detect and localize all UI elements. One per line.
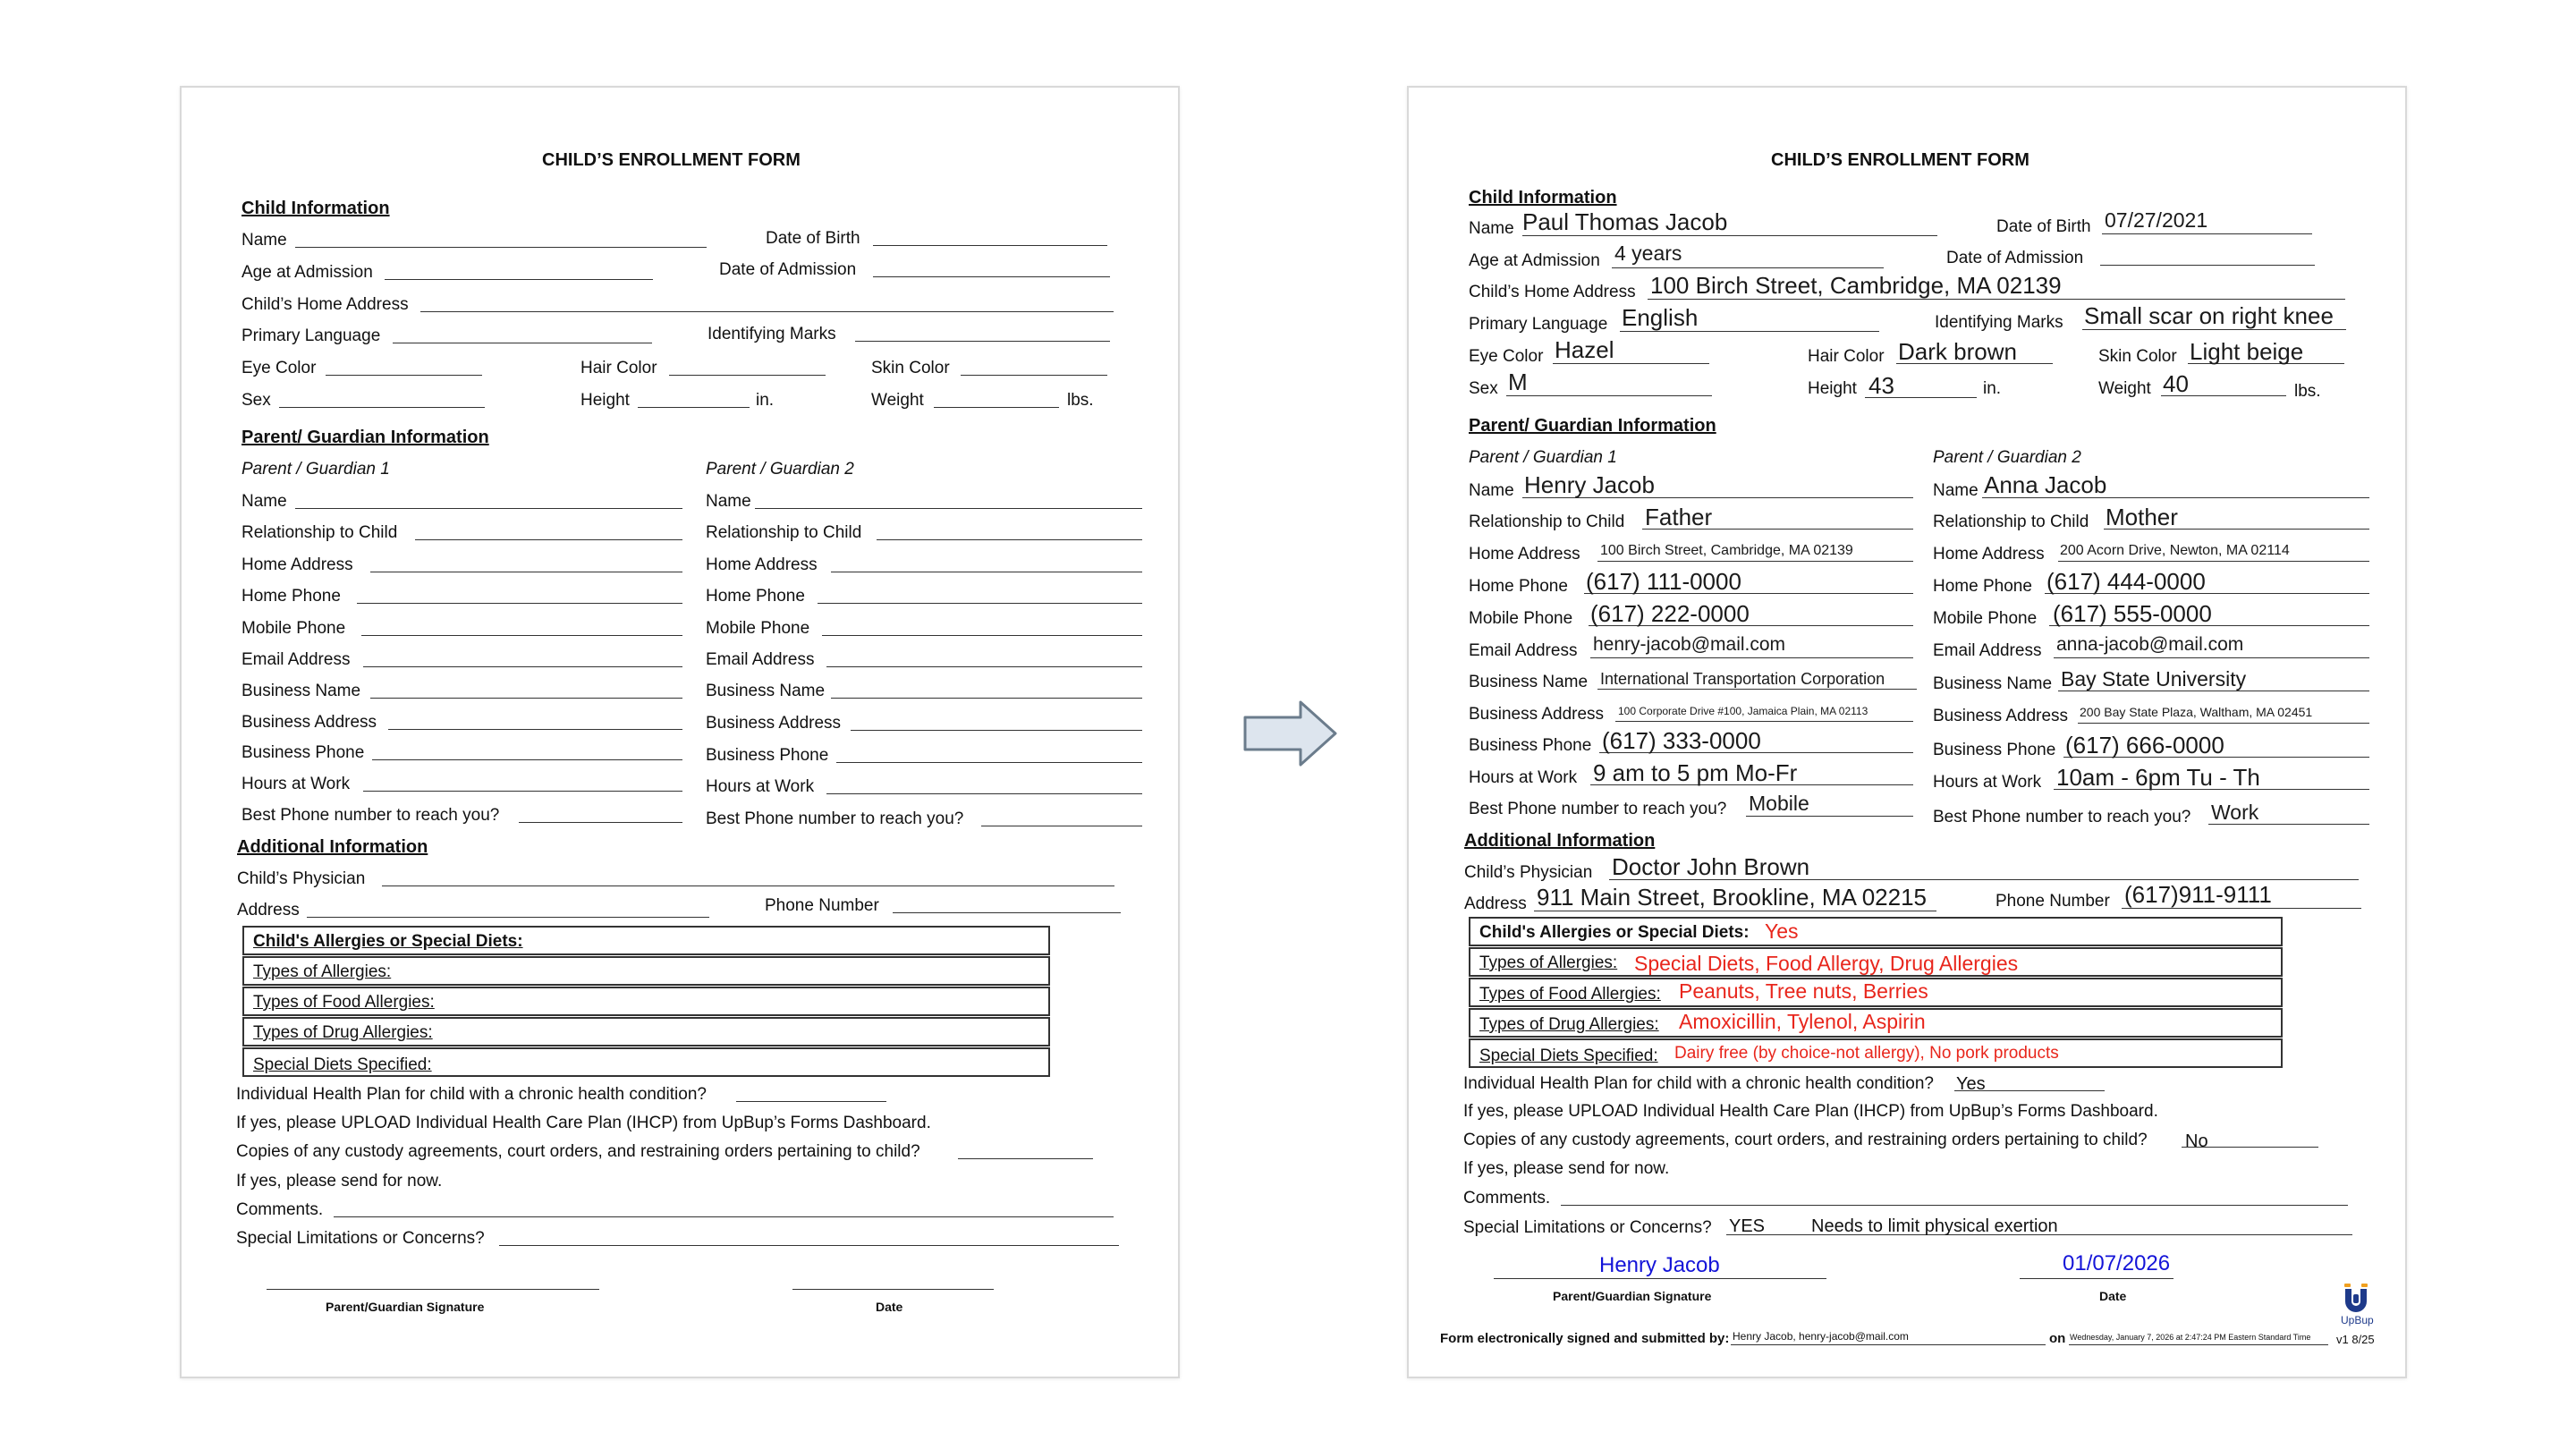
submitted-on-line <box>2069 1344 2328 1345</box>
label-limitations: Special Limitations or Concerns? <box>236 1229 485 1248</box>
label-weight: Weight <box>871 391 924 410</box>
pg2-business-address-line[interactable] <box>2078 723 2369 724</box>
pg1-best-phone-line[interactable] <box>1746 816 1913 817</box>
pg2-email-line[interactable] <box>826 666 1142 667</box>
skin-line[interactable] <box>961 375 1107 376</box>
label-hair: Hair Color <box>1808 347 1885 366</box>
pg1-relationship-value: Father <box>1645 504 1713 530</box>
pg2-label-best-phone: Best Phone number to reach you? <box>706 809 964 828</box>
pg2-best-phone-line[interactable] <box>2208 824 2369 825</box>
label-height: Height <box>1808 379 1857 398</box>
submitted-on-value: Wednesday, January 7, 2026 at 2:47:24 PM Eastern Standard Time <box>2070 1333 2311 1342</box>
pg1-heading: Parent / Guardian 1 <box>1469 448 1617 467</box>
pg2-mobile-phone-value: (617) 555-0000 <box>2053 600 2212 627</box>
pg2-relationship-line[interactable] <box>877 539 1142 540</box>
pg1-label-home-address: Home Address <box>242 555 353 574</box>
label-physician: Child’s Physician <box>1464 863 1593 882</box>
label-sex: Sex <box>1469 379 1498 398</box>
pg2-label-home-phone: Home Phone <box>706 587 805 606</box>
pg1-label-name: Name <box>242 492 287 511</box>
pg2-label-business-address: Business Address <box>1933 707 2069 725</box>
weight-line[interactable] <box>934 407 1059 408</box>
on-label: on <box>2049 1331 2066 1346</box>
name-line[interactable] <box>295 247 707 248</box>
version-label: v1 8/25 <box>2336 1333 2375 1346</box>
types-allergies-label: Types of Allergies: <box>1479 953 1618 972</box>
pg2-label-business-name: Business Name <box>1933 674 2053 693</box>
custody-line[interactable] <box>958 1158 1093 1159</box>
ihp-line[interactable] <box>736 1101 886 1102</box>
signature-label: Parent/Guardian Signature <box>326 1300 485 1314</box>
pg2-label-hours: Hours at Work <box>1933 773 2042 792</box>
pg2-name-value: Anna Jacob <box>1984 471 2107 498</box>
label-ihcp: If yes, please UPLOAD Individual Health Care Plan (IHCP) from UpBup’s Forms Dashboard. <box>236 1114 931 1132</box>
phone-number-line[interactable] <box>893 912 1121 913</box>
pg2-hours-value: 10am - 6pm Tu - Th <box>2056 764 2260 791</box>
label-comments: Comments. <box>236 1200 324 1219</box>
pg2-mobile-phone-line[interactable] <box>822 635 1142 636</box>
ihp-value: Yes <box>1956 1074 1986 1094</box>
pg1-label-business-phone: Business Phone <box>242 743 365 762</box>
pg1-label-home-phone: Home Phone <box>242 587 341 606</box>
phys-address-line[interactable] <box>307 917 709 918</box>
pg1-email-value: henry-jacob@mail.com <box>1593 634 1786 655</box>
section-additional-info: Additional Information <box>1464 831 1656 851</box>
label-custody: Copies of any custody agreements, court orders, and restraining orders pertaining to child? <box>1463 1131 2148 1149</box>
pg2-business-address-line[interactable] <box>851 730 1142 731</box>
label-address: Child’s Home Address <box>242 295 409 314</box>
label-limitations: Special Limitations or Concerns? <box>1463 1218 1712 1237</box>
pg2-label-best-phone: Best Phone number to reach you? <box>1933 808 2191 826</box>
sex-value: M <box>1508 369 1528 395</box>
age-value: 4 years <box>1614 242 1682 265</box>
address-line[interactable] <box>1648 299 2345 300</box>
label-eye: Eye Color <box>242 359 317 377</box>
label-phys-address: Address <box>237 901 300 919</box>
submitted-by-label: Form electronically signed and submitted by: <box>1440 1331 1730 1346</box>
sex-line[interactable] <box>1506 395 1712 396</box>
pg2-label-name: Name <box>1933 481 1979 500</box>
label-marks: Identifying Marks <box>708 325 836 343</box>
pg1-label-mobile-phone: Mobile Phone <box>242 619 346 638</box>
pg1-business-address-line[interactable] <box>388 729 682 730</box>
label-send-now: If yes, please send for now. <box>1463 1159 1670 1178</box>
label-eye: Eye Color <box>1469 347 1544 366</box>
dob-value: 07/27/2021 <box>2105 208 2208 232</box>
signature-value: Henry Jacob <box>1599 1253 1720 1277</box>
blank-form-page <box>180 86 1180 1378</box>
label-ihp: Individual Health Plan for child with a chronic health condition? <box>1463 1074 1934 1093</box>
allergies-box-label: Child's Allergies or Special Diets: <box>1479 923 1750 942</box>
comments-line[interactable] <box>1561 1205 2348 1206</box>
eye-value: Hazel <box>1555 336 1614 363</box>
name-line[interactable] <box>1522 235 1937 236</box>
form-title: CHILD’S ENROLLMENT FORM <box>1771 150 2029 170</box>
label-name: Name <box>242 231 287 250</box>
label-doa: Date of Admission <box>719 260 857 279</box>
label-lbs: lbs. <box>1067 391 1094 410</box>
label-physician: Child’s Physician <box>237 869 366 888</box>
label-phone-number: Phone Number <box>765 896 879 915</box>
skin-value: Light beige <box>2190 338 2304 365</box>
pg1-mobile-phone-value: (617) 222-0000 <box>1590 600 1750 627</box>
pg1-label-hours: Hours at Work <box>1469 768 1578 787</box>
eye-line[interactable] <box>326 375 482 376</box>
pg1-best-phone-value: Mobile <box>1749 792 1809 815</box>
types-drug-value: Amoxicillin, Tylenol, Aspirin <box>1679 1010 1926 1033</box>
section-additional-info: Additional Information <box>237 837 428 857</box>
limitations-text-value: Needs to limit physical exertion <box>1811 1216 2058 1236</box>
pg1-business-name-line[interactable] <box>1597 689 1917 690</box>
pg2-business-phone-line[interactable] <box>836 762 1142 763</box>
types-allergies-value: Special Diets, Food Allergy, Drug Allergies <box>1634 952 2019 975</box>
pg1-business-name-line[interactable] <box>370 698 682 699</box>
pg2-label-relationship: Relationship to Child <box>1933 513 2089 531</box>
label-age: Age at Admission <box>242 263 373 282</box>
hair-line[interactable] <box>669 375 826 376</box>
pg1-label-best-phone: Best Phone number to reach you? <box>242 806 500 825</box>
pg2-email-line[interactable] <box>2054 657 2369 658</box>
special-diets-label: Special Diets Specified: <box>1479 1046 1658 1065</box>
types-drug-label: Types of Drug Allergies: <box>1479 1015 1659 1034</box>
hair-value: Dark brown <box>1898 338 2017 365</box>
phone-number-line[interactable] <box>2122 908 2361 909</box>
label-lbs: lbs. <box>2294 382 2321 401</box>
age-line[interactable] <box>385 279 653 280</box>
marks-line[interactable] <box>2082 329 2346 330</box>
special-diets-label: Special Diets Specified: <box>253 1055 432 1074</box>
pg2-label-home-address: Home Address <box>706 555 818 574</box>
pg1-label-relationship: Relationship to Child <box>1469 513 1625 531</box>
types-allergies-label: Types of Allergies: <box>253 962 392 981</box>
pg1-heading: Parent / Guardian 1 <box>242 460 390 479</box>
signature-line[interactable] <box>267 1289 599 1290</box>
language-line[interactable] <box>1620 331 1879 332</box>
signature-line[interactable] <box>1494 1278 1826 1279</box>
date-line[interactable] <box>2020 1278 2174 1279</box>
label-hair: Hair Color <box>580 359 657 377</box>
label-sex: Sex <box>242 391 271 410</box>
pg1-hours-line[interactable] <box>363 791 682 792</box>
pg2-label-hours: Hours at Work <box>706 777 815 796</box>
date-line[interactable] <box>792 1289 994 1290</box>
pg1-name-line[interactable] <box>295 508 682 509</box>
pg2-best-phone-value: Work <box>2211 801 2259 824</box>
pg1-hours-value: 9 am to 5 pm Mo-Fr <box>1593 759 1798 786</box>
date-label: Date <box>876 1300 903 1314</box>
pg1-label-business-name: Business Name <box>242 682 361 700</box>
section-child-info: Child Information <box>1469 188 1617 208</box>
pg1-email-line[interactable] <box>1590 657 1913 658</box>
label-phys-address: Address <box>1464 894 1527 913</box>
pg1-best-phone-line[interactable] <box>519 822 682 823</box>
pg1-business-address-value: 100 Corporate Drive #100, Jamaica Plain, MA 02113 <box>1618 705 1868 717</box>
allergies-yes-value: Yes <box>1765 919 1799 943</box>
pg2-label-business-address: Business Address <box>706 714 842 733</box>
pg1-business-name-value: International Transportation Corporation <box>1600 670 1885 688</box>
pg2-label-home-address: Home Address <box>1933 545 2045 564</box>
label-custody: Copies of any custody agreements, court orders, and restraining orders pertaining to child? <box>236 1142 920 1161</box>
pg2-label-mobile-phone: Mobile Phone <box>706 619 810 638</box>
label-phone-number: Phone Number <box>1996 892 2110 911</box>
pg1-label-hours: Hours at Work <box>242 775 351 793</box>
pg1-home-phone-value: (617) 111-0000 <box>1586 568 1741 595</box>
marks-line[interactable] <box>855 341 1110 342</box>
limitations-yes-value: YES <box>1729 1216 1766 1236</box>
doa-line[interactable] <box>873 276 1110 277</box>
pg2-business-name-value: Bay State University <box>2061 667 2247 691</box>
pg2-label-relationship: Relationship to Child <box>706 523 862 542</box>
pg2-label-mobile-phone: Mobile Phone <box>1933 609 2038 628</box>
submitted-by-value: Henry Jacob, henry-jacob@mail.com <box>1733 1330 1909 1343</box>
language-value: English <box>1622 304 1699 331</box>
label-language: Primary Language <box>242 326 381 345</box>
filled-form-page <box>1407 86 2407 1378</box>
pg2-relationship-value: Mother <box>2106 504 2178 530</box>
pg2-business-address-value: 200 Bay State Plaza, Waltham, MA 02451 <box>2080 705 2313 719</box>
label-marks: Identifying Marks <box>1935 313 2063 332</box>
pg2-email-value: anna-jacob@mail.com <box>2056 634 2244 655</box>
label-in: in. <box>1983 379 2002 398</box>
pg1-label-email: Email Address <box>242 650 351 669</box>
label-doa: Date of Admission <box>1946 249 2084 267</box>
eye-line[interactable] <box>1553 363 1709 364</box>
pg1-label-business-phone: Business Phone <box>1469 736 1592 755</box>
pg1-label-name: Name <box>1469 481 1514 500</box>
label-height: Height <box>580 391 630 410</box>
pg1-business-address-line[interactable] <box>1615 721 1913 722</box>
pg2-label-business-name: Business Name <box>706 682 826 700</box>
doa-line[interactable] <box>2100 265 2315 266</box>
pg1-home-address-value: 100 Birch Street, Cambridge, MA 02139 <box>1600 543 1853 558</box>
limitations-line[interactable] <box>499 1245 1119 1246</box>
special-diets-value: Dairy free (by choice-not allergy), No pork products <box>1674 1044 2059 1063</box>
pg2-name-line[interactable] <box>755 508 1142 509</box>
pg1-label-home-phone: Home Phone <box>1469 577 1568 596</box>
custody-value: No <box>2185 1131 2208 1151</box>
pg2-label-email: Email Address <box>706 650 815 669</box>
date-value: 01/07/2026 <box>2063 1251 2171 1275</box>
pg2-label-name: Name <box>706 492 751 511</box>
label-skin: Skin Color <box>2098 347 2177 366</box>
age-line[interactable] <box>1612 267 1884 268</box>
pg2-home-address-line[interactable] <box>2058 561 2369 562</box>
pg2-label-home-phone: Home Phone <box>1933 577 2032 596</box>
pg2-business-phone-value: (617) 666-0000 <box>2065 732 2224 758</box>
label-age: Age at Admission <box>1469 251 1600 270</box>
pg1-name-value: Henry Jacob <box>1524 471 1655 498</box>
pg2-home-address-value: 200 Acorn Drive, Newton, MA 02114 <box>2060 543 2290 558</box>
pg1-home-phone-line[interactable] <box>357 603 682 604</box>
dob-line[interactable] <box>873 245 1107 246</box>
label-dob: Date of Birth <box>766 229 860 248</box>
label-skin: Skin Color <box>871 359 950 377</box>
label-ihcp: If yes, please UPLOAD Individual Health Care Plan (IHCP) from UpBup’s Forms Dashboard. <box>1463 1102 2158 1121</box>
types-food-label: Types of Food Allergies: <box>253 993 435 1012</box>
section-parent-info: Parent/ Guardian Information <box>242 428 489 447</box>
pg2-label-business-phone: Business Phone <box>706 746 829 765</box>
pg1-label-best-phone: Best Phone number to reach you? <box>1469 800 1727 818</box>
comments-line[interactable] <box>334 1216 1114 1217</box>
sex-line[interactable] <box>279 407 485 408</box>
logo-text: UpBup <box>2341 1314 2374 1326</box>
pg1-label-business-address: Business Address <box>1469 705 1605 724</box>
date-label: Date <box>2099 1289 2127 1303</box>
pg1-mobile-phone-line[interactable] <box>361 635 682 636</box>
phys-phone-value: (617)911-9111 <box>2124 881 2272 908</box>
pg2-home-phone-value: (617) 444-0000 <box>2046 568 2206 595</box>
pg1-label-business-name: Business Name <box>1469 673 1589 691</box>
phys-address-value: 911 Main Street, Brookline, MA 02215 <box>1537 884 1927 911</box>
marks-value: Small scar on right knee <box>2084 302 2334 329</box>
physician-value: Doctor John Brown <box>1612 853 1810 880</box>
label-dob: Date of Birth <box>1996 217 2091 236</box>
address-line[interactable] <box>420 311 1114 312</box>
label-in: in. <box>756 391 775 410</box>
pg1-home-address-line[interactable] <box>1597 561 1913 562</box>
section-child-info: Child Information <box>242 199 390 218</box>
pg1-business-phone-value: (617) 333-0000 <box>1602 727 1761 754</box>
label-address: Child’s Home Address <box>1469 283 1636 301</box>
pg1-business-phone-line[interactable] <box>372 759 682 760</box>
allergies-box-label: Child's Allergies or Special Diets: <box>253 932 523 951</box>
pg2-heading: Parent / Guardian 2 <box>706 460 854 479</box>
child-name-value: Paul Thomas Jacob <box>1522 208 1728 235</box>
right-arrow-icon <box>1243 699 1338 767</box>
pg2-hours-line[interactable] <box>826 793 1142 794</box>
label-name: Name <box>1469 219 1514 238</box>
pg1-email-line[interactable] <box>363 666 682 667</box>
types-food-label: Types of Food Allergies: <box>1479 985 1661 1004</box>
pg1-label-email: Email Address <box>1469 641 1578 660</box>
label-comments: Comments. <box>1463 1189 1551 1208</box>
types-food-value: Peanuts, Tree nuts, Berries <box>1679 979 1928 1003</box>
label-ihp: Individual Health Plan for child with a chronic health condition? <box>236 1085 707 1104</box>
height-value: 43 <box>1868 372 1894 399</box>
types-drug-label: Types of Drug Allergies: <box>253 1023 433 1042</box>
signature-label: Parent/Guardian Signature <box>1553 1289 1712 1303</box>
pg1-label-home-address: Home Address <box>1469 545 1580 564</box>
section-parent-info: Parent/ Guardian Information <box>1469 416 1716 436</box>
pg1-relationship-line[interactable] <box>415 539 682 540</box>
submitted-by-line <box>1731 1344 2046 1345</box>
pg1-label-mobile-phone: Mobile Phone <box>1469 609 1573 628</box>
label-send-now: If yes, please send for now. <box>236 1172 443 1191</box>
pg2-label-business-phone: Business Phone <box>1933 741 2056 759</box>
label-weight: Weight <box>2098 379 2151 398</box>
pg2-home-phone-line[interactable] <box>818 603 1142 604</box>
pg2-label-email: Email Address <box>1933 641 2042 660</box>
pg1-label-business-address: Business Address <box>242 713 377 732</box>
pg1-label-relationship: Relationship to Child <box>242 523 398 542</box>
dob-line[interactable] <box>2102 233 2312 234</box>
weight-value: 40 <box>2163 370 2189 397</box>
address-value: 100 Birch Street, Cambridge, MA 02139 <box>1650 272 2062 299</box>
label-language: Primary Language <box>1469 315 1608 334</box>
pg2-business-name-line[interactable] <box>831 698 1142 699</box>
form-title: CHILD’S ENROLLMENT FORM <box>542 150 801 170</box>
pg2-heading: Parent / Guardian 2 <box>1933 448 2081 467</box>
height-line[interactable] <box>638 407 750 408</box>
